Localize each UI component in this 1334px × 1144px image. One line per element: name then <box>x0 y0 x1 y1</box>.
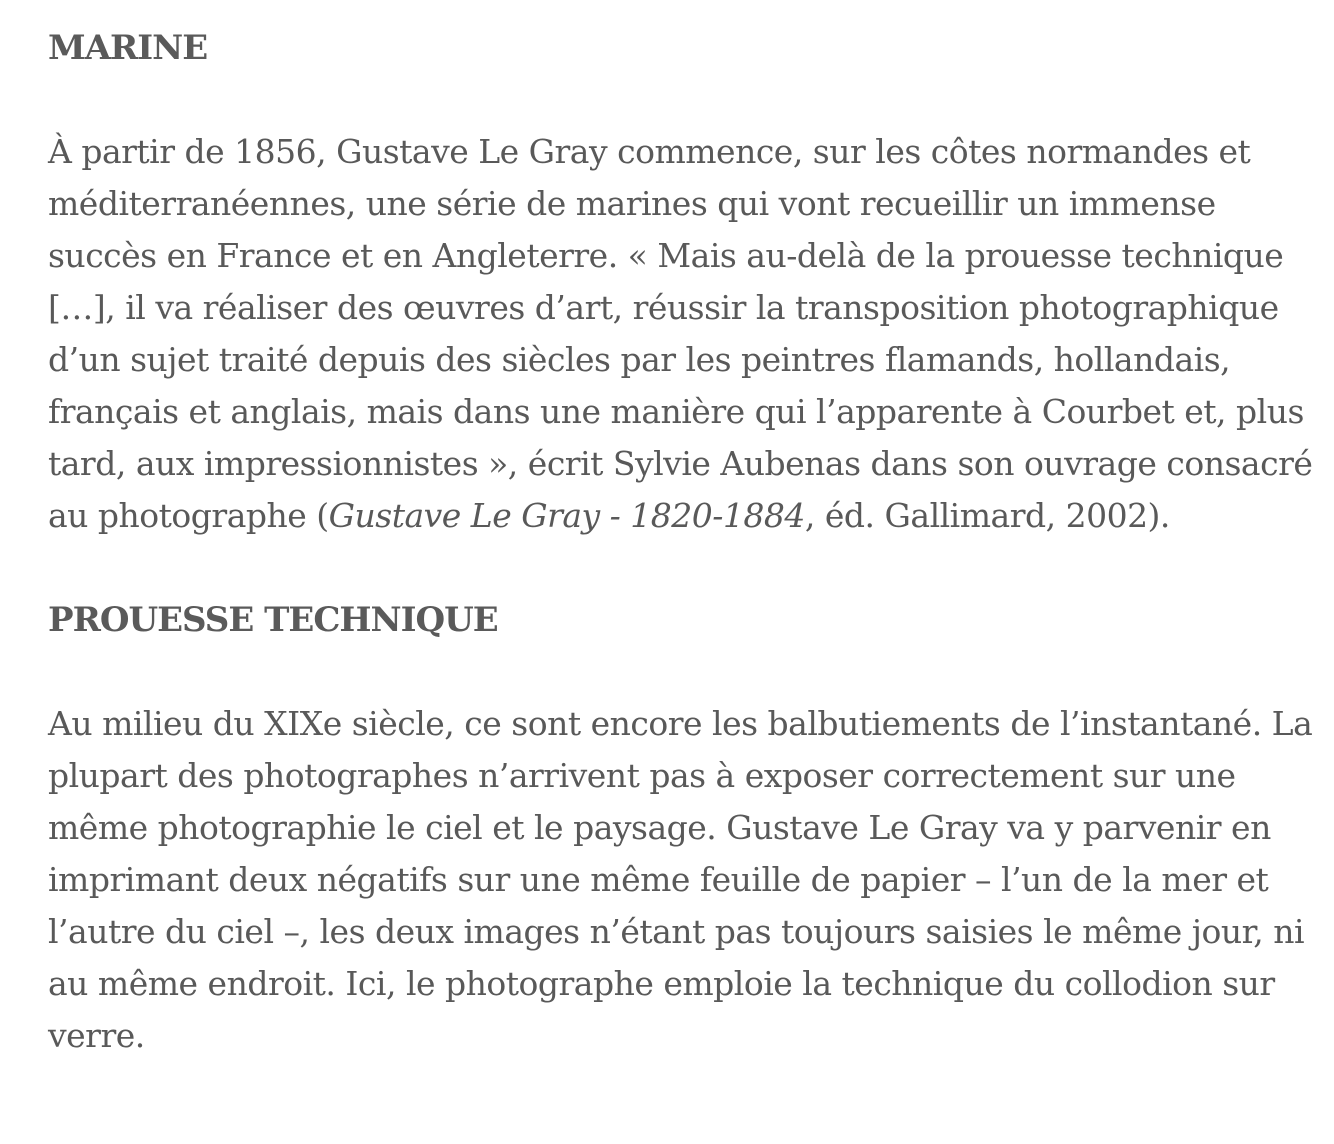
spacer <box>48 74 1323 126</box>
spacer <box>48 542 1323 594</box>
paragraph-marine-citation: , éd. Gallimard, 2002). <box>804 496 1170 535</box>
paragraph-marine <box>48 126 1323 542</box>
paragraph-marine-text: À partir de 1856, Gustave Le Gray commence, sur les côtes normandes et méditerranéennes, une série de marines qui vont recueillir un immense succès en France et en Angleterre. « Mais au-delà de la prouesse technique […], il va réaliser des œuvres d’art, réussir la transposition photographique d’un sujet traité depuis des siècles par les peintres flamands, hollandais, français et anglais, mais dans une manière qui l’apparente à Courbet et, plus tard, aux impressionnistes », écrit Sylvie Aubenas dans son ouvrage consacré au photographe ( <box>48 132 1313 535</box>
spacer <box>48 646 1323 698</box>
section-heading-prouesse-technique: PROUESSE TECHNIQUE <box>48 600 498 640</box>
article-body <box>48 22 1323 1062</box>
book-title: Gustave Le Gray - 1820-1884 <box>328 496 805 535</box>
paragraph-prouesse-technique: Au milieu du XIXe siècle, ce sont encore les balbutiements de l’instantané. La plupart des photographes n’arrivent pas à exposer correctement sur une même photographie le ciel et le paysage. Gustave Le Gray va y parvenir en imprimant deux négatifs sur une même feuille de papier – l’un de la mer et l’autre du ciel –, les deux images n’étant pas toujours saisies le même jour, ni au même endroit. Ici, le photographe emploie la technique du collodion sur verre. <box>48 704 1313 1055</box>
section-heading-marine: MARINE <box>48 28 208 68</box>
